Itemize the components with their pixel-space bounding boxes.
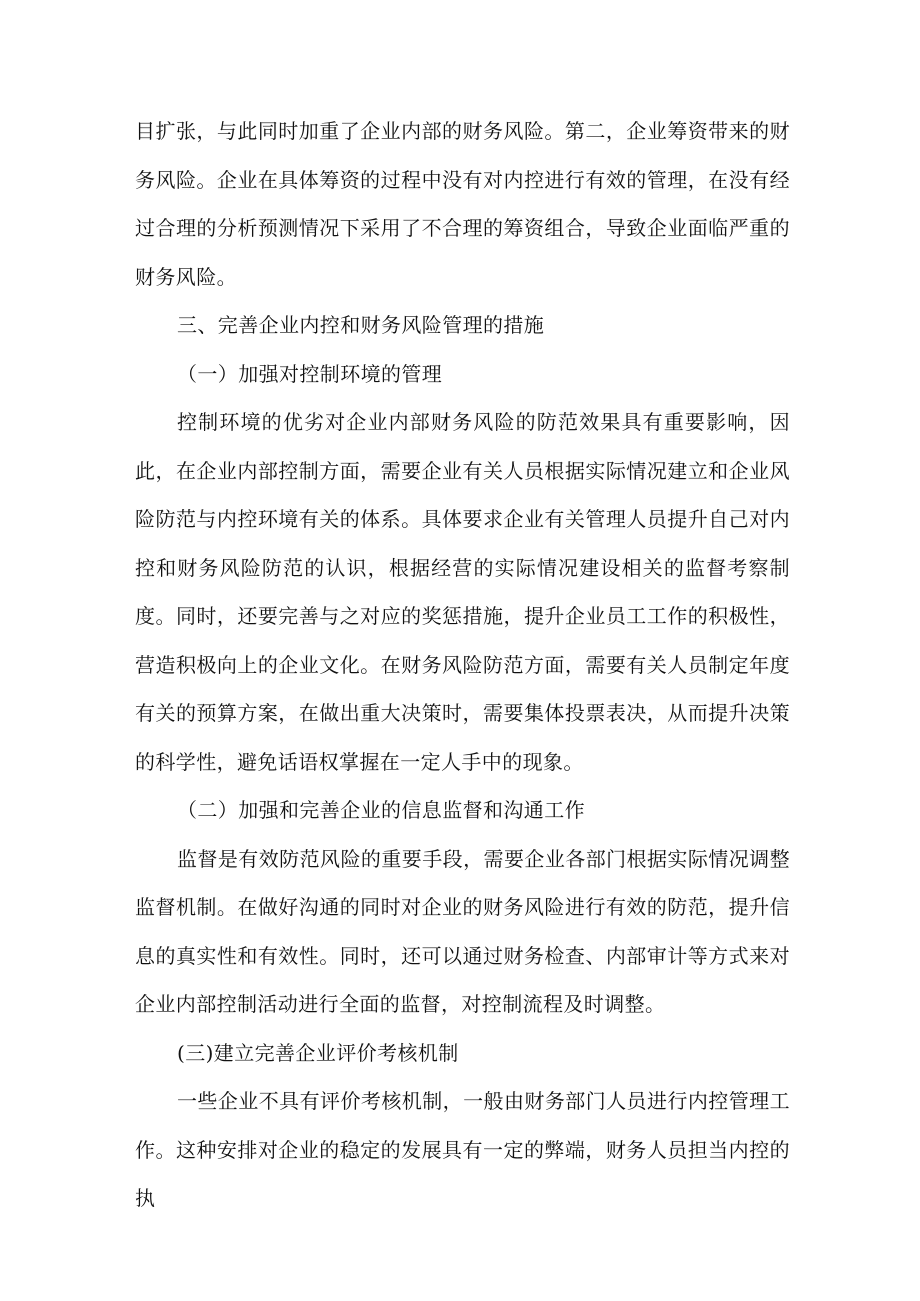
section-heading: 三、完善企业内控和财务风险管理的措施 (177, 313, 545, 337)
paragraph-continued: 目扩张，与此同时加重了企业内部的财务风险。第二，企业筹资带来的财务风险。企业在具体筹资的过程中没有对内控进行有效的管理，在没有经过合理的分析预测情况下采用了不合理的筹资组合，导致企业面临严重的财务风险。 (135, 119, 790, 289)
paragraph-information-supervision: 监督是有效防范风险的重要手段，需要企业各部门根据实际情况调整监督机制。在做好沟通的同时对企业的财务风险进行有效的防范，提升信息的真实性和有效性。同时，还可以通过财务检查、内部审计等方式来对企业内部控制活动进行全面的监督，对控制流程及时调整。 (135, 846, 790, 1016)
document-body (135, 107, 790, 1223)
paragraph-control-environment: 控制环境的优劣对企业内部财务风险的防范效果具有重要影响，因此，在企业内部控制方面，需要企业有关人员根据实际情况建立和企业风险防范与内控环境有关的体系。具体要求企业有关管理人员提升自己对内控和财务风险防范的认识，根据经营的实际情况建设相关的监督考察制度。同时，还要完善与之对应的奖惩措施，提升企业员工工作的积极性，营造积极向上的企业文化。在财务风险防范方面，需要有关人员制定年度有关的预算方案，在做出重大决策时，需要集体投票表决，从而提升决策的科学性，避免话语权掌握在一定人手中的现象。 (135, 410, 790, 774)
sub-heading-evaluation-mechanism: (三)建立完善企业评价考核机制 (177, 1040, 459, 1065)
sub-heading-information-supervision: （二）加强和完善企业的信息监督和沟通工作 (177, 798, 585, 822)
sub-heading-control-environment: （一）加强对控制环境的管理 (177, 361, 443, 386)
paragraph-evaluation-mechanism: 一些企业不具有评价考核机制，一般由财务部门人员进行内控管理工作。这种安排对企业的稳定的发展具有一定的弊端，财务人员担当内控的执 (135, 1089, 790, 1210)
